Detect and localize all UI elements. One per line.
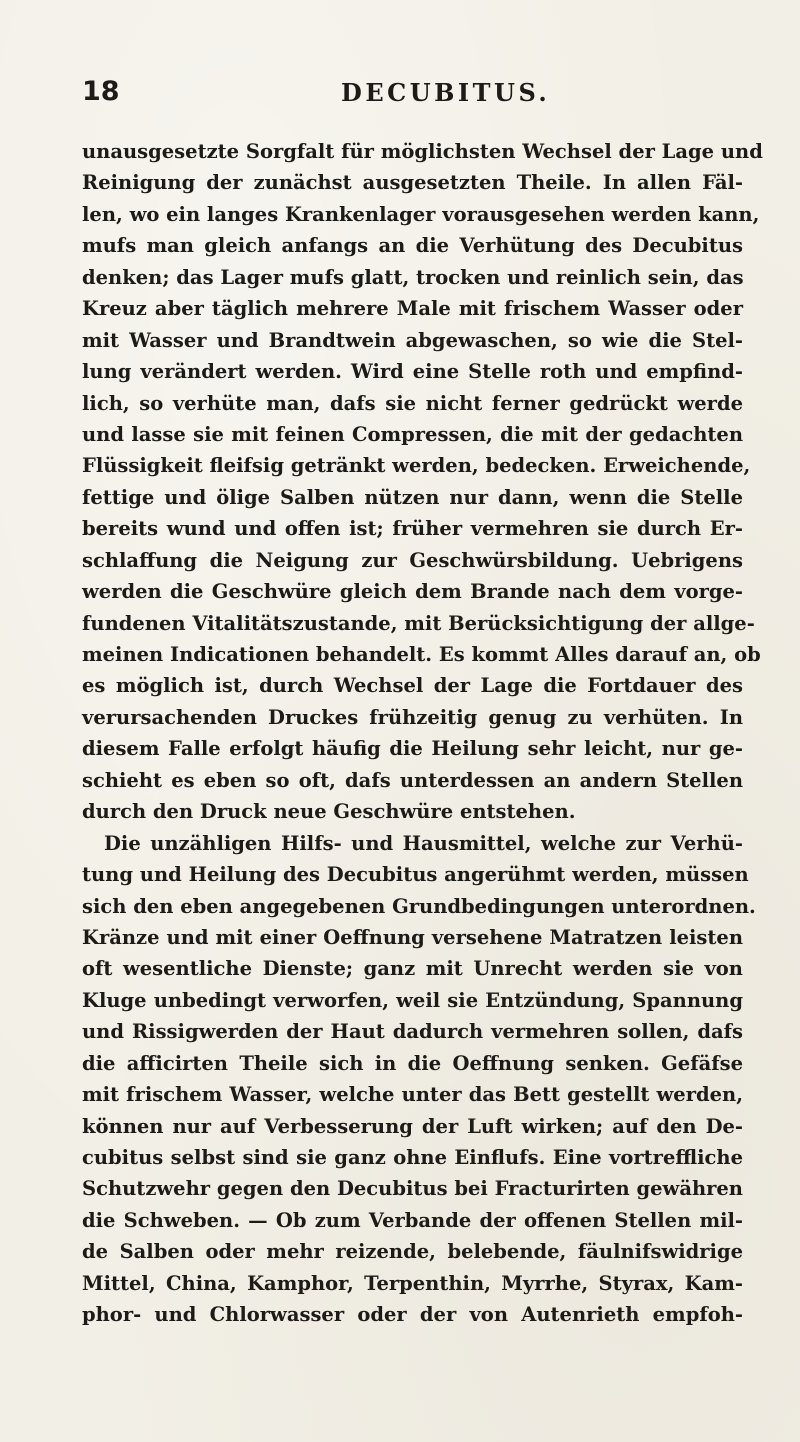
text-line: phor- und Chlorwasser oder der von Autenrieth empfoh- [82, 1303, 743, 1327]
text-line: mit frischem Wasser, welche unter das Bett gestellt werden, [82, 1083, 743, 1107]
text-line: durch den Druck neue Geschwüre entstehen. [82, 800, 576, 824]
text-line: Flüssigkeit fleifsig getränkt werden, bedecken. Erweichende, [82, 454, 751, 478]
text-line: bereits wund und offen ist; früher vermehren sie durch Er- [82, 517, 743, 541]
page-number: 18 [82, 76, 120, 107]
text-line: fundenen Vitalitätszustande, mit Berücksichtigung der allge- [82, 611, 755, 635]
body-text [82, 136, 763, 1331]
paragraph [82, 828, 756, 1331]
text-line: sich den eben angegebenen Grundbedingungen unterordnen. [82, 894, 756, 918]
text-line: mit Wasser und Brandtwein abgewaschen, so wie die Stel- [82, 328, 743, 352]
text-line: fettige und ölige Salben nützen nur dann, wenn die Stelle [82, 485, 743, 509]
text-line: Schutzwehr gegen den Decubitus bei Fracturirten gewähren [82, 1177, 743, 1201]
text-line: Kreuz aber täglich mehrere Male mit frischem Wasser oder [82, 297, 743, 321]
text-line: Kränze und mit einer Oeffnung versehene Matratzen leisten [82, 925, 743, 949]
text-line: de Salben oder mehr reizende, belebende, fäulnifswidrige [82, 1240, 743, 1264]
text-line: verursachenden Druckes frühzeitig genug zu verhüten. In [82, 705, 743, 729]
text-line: lung verändert werden. Wird eine Stelle roth und empfind- [82, 360, 743, 384]
text-line: die afficirten Theile sich in die Oeffnung senken. Gefäfse [82, 1051, 743, 1075]
text-line: lich, so verhüte man, dafs sie nicht ferner gedrückt werde [82, 391, 743, 415]
text-line: es möglich ist, durch Wechsel der Lage die Fortdauer des [82, 674, 743, 698]
text-line: cubitus selbst sind sie ganz ohne Einflufs. Eine vortreffliche [82, 1146, 743, 1169]
text-line: die Schweben. — Ob zum Verbande der offenen Stellen mil- [82, 1208, 743, 1232]
text-line: diesem Falle erfolgt häufig die Heilung sehr leicht, nur ge- [82, 737, 743, 761]
text-line: schieht es eben so oft, dafs unterdessen an andern Stellen [82, 768, 743, 792]
text-line: mufs man gleich anfangs an die Verhütung des Decubitus [82, 234, 743, 258]
text-line: und Rissigwerden der Haut dadurch vermehren sollen, dafs [82, 1020, 743, 1044]
text-line: tung und Heilung des Decubitus angerühmt werden, müssen [82, 863, 749, 887]
text-line: Die unzähligen Hilfs- und Hausmittel, welche zur Verhü- [104, 831, 743, 855]
text-line: Mittel, China, Kamphor, Terpenthin, Myrrhe, Styrax, Kam- [82, 1271, 743, 1295]
text-line: unausgesetzte Sorgfalt für möglichsten Wechsel der Lage und [82, 140, 763, 163]
text-line: oft wesentliche Dienste; ganz mit Unrecht werden sie von [82, 957, 743, 981]
text-line: können nur auf Verbesserung der Luft wirken; auf den De- [82, 1114, 743, 1138]
text-line: meinen Indicationen behandelt. Es kommt Alles darauf an, ob [82, 643, 761, 666]
page-header [82, 76, 738, 116]
text-line: len, wo ein langes Krankenlager vorausgesehen werden kann, [82, 202, 760, 226]
text-line: Reinigung der zunächst ausgesetzten Theile. In allen Fäl- [82, 171, 743, 195]
running-title: DECUBITUS. [341, 78, 551, 107]
text-line: denken; das Lager mufs glatt, trocken und reinlich sein, das [82, 265, 744, 289]
text-line: schlaffung die Neigung zur Geschwürsbildung. Uebrigens [82, 548, 743, 572]
paragraph [82, 136, 763, 828]
text-line: Kluge unbedingt verworfen, weil sie Entzündung, Spannung [82, 988, 743, 1012]
text-line: werden die Geschwüre gleich dem Brande nach dem vorge- [82, 580, 743, 604]
text-line: und lasse sie mit feinen Compressen, die mit der gedachten [82, 422, 743, 446]
